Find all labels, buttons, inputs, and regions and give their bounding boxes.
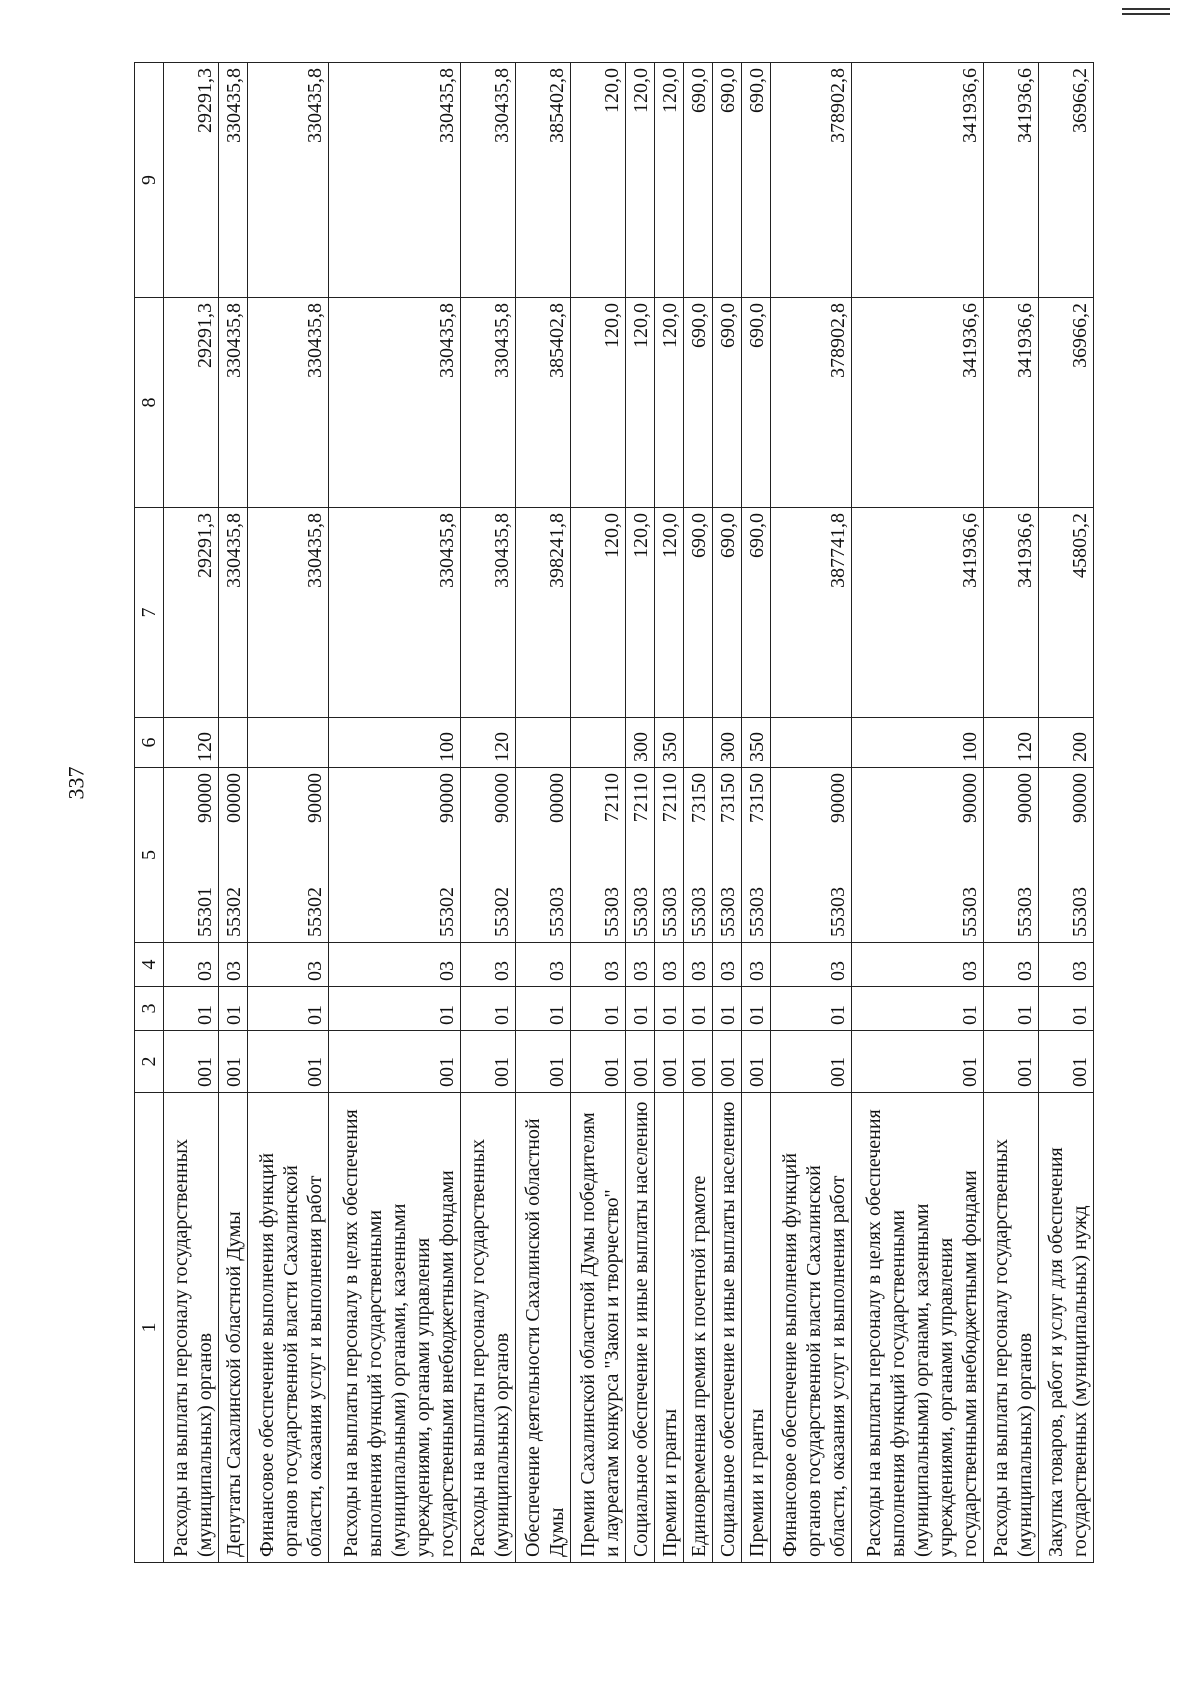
row-col-2: 001 [247, 1031, 328, 1093]
table-body [164, 63, 1094, 1563]
row-name: Расходы на выплаты персоналу в целях обеспечения выполнения функций государственными (муниципальными) органами, казенными учреждениями, органами управления государственными внебюджетными фондами [328, 1093, 460, 1563]
row-col-7: 690,0 [712, 508, 741, 718]
row-col-7: 45805,2 [1039, 508, 1094, 718]
row-col-3: 01 [712, 987, 741, 1031]
row-col-6: 300 [625, 718, 654, 768]
row-col-2: 001 [771, 1031, 852, 1093]
row-col-5 [328, 768, 460, 943]
row-col-5 [461, 768, 516, 943]
row-col-5 [851, 768, 983, 943]
row-col-8: 378902,8 [771, 298, 852, 508]
row-col-6: 300 [712, 718, 741, 768]
row-col-2: 001 [654, 1031, 683, 1093]
table-row [461, 63, 516, 1563]
row-col-2: 001 [328, 1031, 460, 1093]
row-col-8: 385402,8 [515, 298, 570, 508]
row-col-4: 03 [247, 943, 328, 987]
table-row [570, 63, 625, 1563]
row-col-5 [984, 768, 1039, 943]
row-col-9: 378902,8 [771, 63, 852, 298]
row-col-5-suffix: 72110 [600, 773, 623, 823]
row-col-9: 330435,8 [247, 63, 328, 298]
row-col-9: 120,0 [654, 63, 683, 298]
row-col-5-prefix: 55303 [629, 887, 652, 937]
row-col-4: 03 [515, 943, 570, 987]
row-col-8: 330435,8 [461, 298, 516, 508]
row-col-4: 03 [741, 943, 770, 987]
table-row [851, 63, 983, 1563]
row-col-4: 03 [984, 943, 1039, 987]
row-col-6 [515, 718, 570, 768]
row-col-2: 001 [984, 1031, 1039, 1093]
header-col-9: 9 [135, 63, 164, 298]
row-col-3: 01 [654, 987, 683, 1031]
row-col-9: 120,0 [570, 63, 625, 298]
row-col-2: 001 [683, 1031, 712, 1093]
row-col-4: 03 [625, 943, 654, 987]
row-col-3: 01 [461, 987, 516, 1031]
row-col-7: 120,0 [625, 508, 654, 718]
table-row [328, 63, 460, 1563]
budget-table [134, 62, 1094, 1563]
row-col-5-suffix: 90000 [826, 773, 849, 823]
row-name: Финансовое обеспечение выполнения функций органов государственной власти Сахалинской области, оказания услуг и выполнения работ [771, 1093, 852, 1563]
row-col-2: 001 [164, 1031, 219, 1093]
row-col-5-suffix: 00000 [222, 773, 245, 823]
row-col-8: 690,0 [741, 298, 770, 508]
table-row [625, 63, 654, 1563]
row-col-8: 330435,8 [218, 298, 247, 508]
row-col-7: 330435,8 [461, 508, 516, 718]
row-col-5 [741, 768, 770, 943]
budget-table-container [134, 63, 1094, 1563]
page-number: 337 [63, 766, 89, 800]
row-col-3: 01 [247, 987, 328, 1031]
row-col-3: 01 [164, 987, 219, 1031]
row-col-5 [515, 768, 570, 943]
row-col-8: 330435,8 [328, 298, 460, 508]
row-name: Премии и гранты [654, 1093, 683, 1563]
header-col-2: 2 [135, 1031, 164, 1093]
row-col-4: 03 [683, 943, 712, 987]
row-col-2: 001 [741, 1031, 770, 1093]
row-col-8: 29291,3 [164, 298, 219, 508]
table-row [654, 63, 683, 1563]
row-col-5-suffix: 73150 [746, 773, 769, 823]
row-col-9: 120,0 [625, 63, 654, 298]
row-col-5-prefix: 55303 [545, 887, 568, 937]
row-col-6: 350 [654, 718, 683, 768]
table-row [247, 63, 328, 1563]
row-col-5-prefix: 55302 [222, 887, 245, 937]
row-name: Расходы на выплаты персоналу государственных (муниципальных) органов [164, 1093, 219, 1563]
row-col-7: 387741,8 [771, 508, 852, 718]
table-row [683, 63, 712, 1563]
row-col-6 [570, 718, 625, 768]
row-col-9: 690,0 [712, 63, 741, 298]
row-col-3: 01 [328, 987, 460, 1031]
row-col-9: 341936,6 [851, 63, 983, 298]
table-row [712, 63, 741, 1563]
row-col-6: 120 [164, 718, 219, 768]
row-col-2: 001 [1039, 1031, 1094, 1093]
header-col-1: 1 [135, 1093, 164, 1563]
row-col-3: 01 [570, 987, 625, 1031]
row-col-6 [247, 718, 328, 768]
row-col-5-prefix: 55302 [490, 887, 513, 937]
row-col-3: 01 [625, 987, 654, 1031]
row-name: Премии Сахалинской областной Думы победителям и лауреатам конкурса "Закон и творчество" [570, 1093, 625, 1563]
row-col-8: 120,0 [654, 298, 683, 508]
row-col-3: 01 [1039, 987, 1094, 1031]
row-col-8: 330435,8 [247, 298, 328, 508]
table-row [741, 63, 770, 1563]
row-name: Обеспечение деятельности Сахалинской областной Думы [515, 1093, 570, 1563]
row-col-5 [683, 768, 712, 943]
row-col-9: 330435,8 [461, 63, 516, 298]
header-col-8: 8 [135, 298, 164, 508]
row-col-5-suffix: 90000 [193, 773, 216, 823]
row-col-5-suffix: 90000 [1014, 773, 1037, 823]
table-row [515, 63, 570, 1563]
row-col-5-suffix: 90000 [490, 773, 513, 823]
corner-mark [1122, 8, 1170, 15]
row-col-7: 398241,8 [515, 508, 570, 718]
row-col-8: 341936,6 [851, 298, 983, 508]
row-name: Социальное обеспечение и иные выплаты населению [625, 1093, 654, 1563]
header-col-6: 6 [135, 718, 164, 768]
row-name: Закупка товаров, работ и услуг для обеспечения государственных (муниципальных) нужд [1039, 1093, 1094, 1563]
row-col-8: 36966,2 [1039, 298, 1094, 508]
row-col-5-suffix: 73150 [716, 773, 739, 823]
header-col-4: 4 [135, 943, 164, 987]
row-name: Расходы на выплаты персоналу в целях обеспечения выполнения функций государственными (муниципальными) органами, казенными учреждениями, органами управления государственными внебюджетными фондами [851, 1093, 983, 1563]
row-col-9: 341936,6 [984, 63, 1039, 298]
row-col-8: 690,0 [683, 298, 712, 508]
header-col-7: 7 [135, 508, 164, 718]
row-col-4: 03 [461, 943, 516, 987]
row-col-5 [1039, 768, 1094, 943]
row-col-5-prefix: 55302 [303, 887, 326, 937]
row-col-6 [771, 718, 852, 768]
row-col-2: 001 [851, 1031, 983, 1093]
row-col-6 [683, 718, 712, 768]
row-col-6: 200 [1039, 718, 1094, 768]
row-col-9: 36966,2 [1039, 63, 1094, 298]
row-col-7: 690,0 [683, 508, 712, 718]
row-col-4: 03 [771, 943, 852, 987]
row-col-5-prefix: 55303 [1014, 887, 1037, 937]
table-row [164, 63, 219, 1563]
row-col-5-suffix: 90000 [959, 773, 982, 823]
row-col-4: 03 [164, 943, 219, 987]
row-col-5 [164, 768, 219, 943]
row-col-5-prefix: 55303 [716, 887, 739, 937]
row-col-2: 001 [461, 1031, 516, 1093]
row-col-7: 120,0 [570, 508, 625, 718]
row-col-9: 29291,3 [164, 63, 219, 298]
row-name: Премии и гранты [741, 1093, 770, 1563]
row-col-5 [625, 768, 654, 943]
row-col-2: 001 [625, 1031, 654, 1093]
row-col-6: 120 [984, 718, 1039, 768]
row-col-5-prefix: 55303 [746, 887, 769, 937]
row-col-3: 01 [741, 987, 770, 1031]
row-col-8: 120,0 [625, 298, 654, 508]
row-col-4: 03 [570, 943, 625, 987]
row-col-5-suffix: 72110 [658, 773, 681, 823]
row-col-6: 120 [461, 718, 516, 768]
row-col-7: 330435,8 [328, 508, 460, 718]
row-name: Депутаты Сахалинской областной Думы [218, 1093, 247, 1563]
row-col-2: 001 [218, 1031, 247, 1093]
header-col-5: 5 [135, 768, 164, 943]
row-name: Единовременная премия к почетной грамоте [683, 1093, 712, 1563]
row-col-9: 330435,8 [328, 63, 460, 298]
row-col-9: 690,0 [683, 63, 712, 298]
row-col-5-prefix: 55303 [1069, 887, 1091, 937]
row-col-6: 350 [741, 718, 770, 768]
row-col-7: 330435,8 [247, 508, 328, 718]
row-col-4: 03 [712, 943, 741, 987]
row-col-5-prefix: 55303 [600, 887, 623, 937]
row-col-4: 03 [1039, 943, 1094, 987]
row-name: Финансовое обеспечение выполнения функций органов государственной власти Сахалинской области, оказания услуг и выполнения работ [247, 1093, 328, 1563]
table-row [1039, 63, 1094, 1563]
header-col-3: 3 [135, 987, 164, 1031]
row-col-4: 03 [851, 943, 983, 987]
row-col-7: 341936,6 [851, 508, 983, 718]
row-col-3: 01 [851, 987, 983, 1031]
row-name: Социальное обеспечение и иные выплаты населению [712, 1093, 741, 1563]
row-col-2: 001 [515, 1031, 570, 1093]
row-col-7: 330435,8 [218, 508, 247, 718]
row-col-2: 001 [712, 1031, 741, 1093]
row-col-7: 341936,6 [984, 508, 1039, 718]
row-col-6: 100 [328, 718, 460, 768]
row-col-3: 01 [771, 987, 852, 1031]
row-col-5-suffix: 90000 [436, 773, 459, 823]
row-col-5 [712, 768, 741, 943]
row-col-5-prefix: 55303 [826, 887, 849, 937]
row-col-8: 690,0 [712, 298, 741, 508]
row-col-9: 330435,8 [218, 63, 247, 298]
row-col-5-suffix: 72110 [629, 773, 652, 823]
row-col-4: 03 [218, 943, 247, 987]
row-col-3: 01 [683, 987, 712, 1031]
row-col-5 [654, 768, 683, 943]
table-row [984, 63, 1039, 1563]
row-col-9: 385402,8 [515, 63, 570, 298]
row-col-4: 03 [654, 943, 683, 987]
row-col-7: 120,0 [654, 508, 683, 718]
row-col-5 [570, 768, 625, 943]
row-col-5-suffix: 90000 [303, 773, 326, 823]
row-col-5 [218, 768, 247, 943]
row-name: Расходы на выплаты персоналу государственных (муниципальных) органов [984, 1093, 1039, 1563]
table-row [218, 63, 247, 1563]
row-col-3: 01 [984, 987, 1039, 1031]
row-col-8: 341936,6 [984, 298, 1039, 508]
row-col-9: 690,0 [741, 63, 770, 298]
table-row [771, 63, 852, 1563]
row-col-6: 100 [851, 718, 983, 768]
row-col-6 [218, 718, 247, 768]
row-col-7: 29291,3 [164, 508, 219, 718]
row-col-3: 01 [218, 987, 247, 1031]
row-col-5-suffix: 73150 [687, 773, 710, 823]
row-col-2: 001 [570, 1031, 625, 1093]
row-name: Расходы на выплаты персоналу государственных (муниципальных) органов [461, 1093, 516, 1563]
row-col-5 [247, 768, 328, 943]
row-col-7: 690,0 [741, 508, 770, 718]
row-col-5-prefix: 55303 [687, 887, 710, 937]
row-col-5 [771, 768, 852, 943]
row-col-5-prefix: 55302 [436, 887, 459, 937]
row-col-5-suffix: 90000 [1069, 773, 1091, 823]
header-row [135, 63, 164, 1563]
row-col-5-prefix: 55303 [959, 887, 982, 937]
row-col-5-prefix: 55301 [193, 887, 216, 937]
row-col-3: 01 [515, 987, 570, 1031]
row-col-4: 03 [328, 943, 460, 987]
row-col-8: 120,0 [570, 298, 625, 508]
row-col-5-prefix: 55303 [658, 887, 681, 937]
row-col-5-suffix: 00000 [545, 773, 568, 823]
